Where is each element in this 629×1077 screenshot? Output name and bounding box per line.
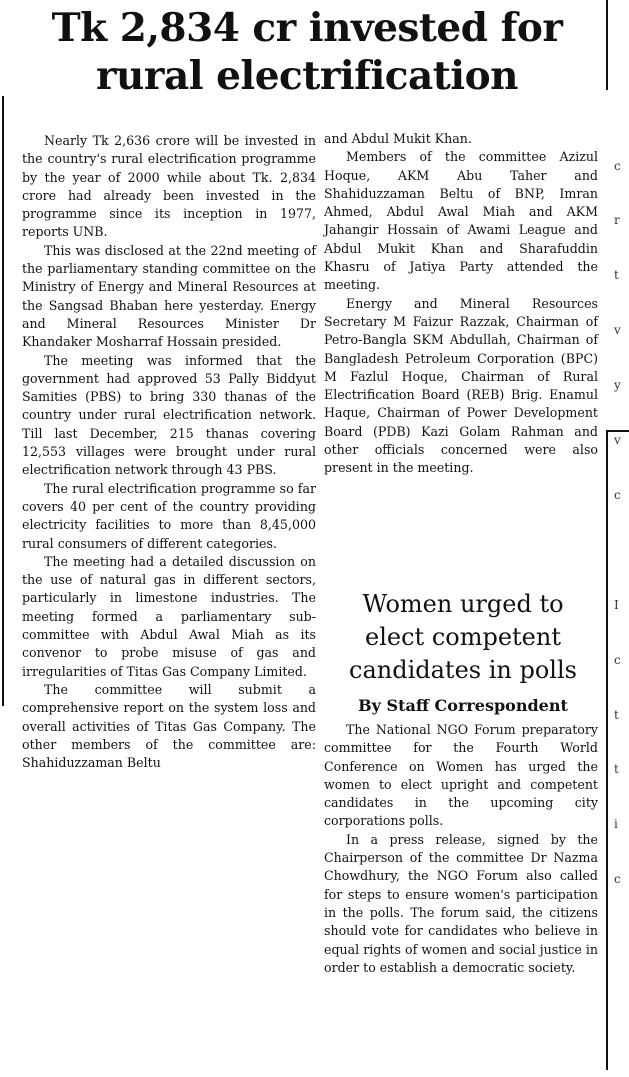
- edge-fragment: t: [614, 762, 619, 777]
- article-paragraph: Members of the committee Azizul Hoque, AKM Abu Taher and Shahiduzzaman Beltu of BNP, Imran Ahmed, Abdul Awal Miah and AKM Jahangir Hossain of Awami League and Abdul Mukit Khan and Sharafuddin Khasru of Jatiya Party attended the meeting.: [324, 149, 598, 293]
- sub-article-body: [324, 721, 598, 977]
- article-right-column: [324, 130, 598, 478]
- sub-headline-line-1: Women urged to: [362, 590, 564, 618]
- edge-fragment: v: [614, 323, 621, 338]
- article-paragraph: This was disclosed at the 22nd meeting of the parliamentary standing committee on the Ministry of Energy and Mineral Resources at the Sangsad Bhaban here yesterday. Energy and Mineral Resources Minister Dr Khandaker Mosharraf Hossain presided.: [22, 242, 316, 350]
- headline-line-1: Tk 2,834 cr invested for: [51, 5, 563, 51]
- headline: [8, 4, 606, 100]
- edge-fragment: y: [614, 378, 621, 393]
- article-paragraph: The meeting had a detailed discussion on the use of natural gas in different sectors, particularly in limestone industries. The meeting formed a parliamentary sub-committee with Abdul Awal Miah as its convenor to probe misuse of gas and irregularities of Titas Gas Company Limited.: [22, 553, 316, 679]
- edge-fragment: t: [614, 707, 619, 722]
- sub-article-paragraph: The National NGO Forum preparatory committee for the Fourth World Conference on Women has urged the women to elect upright and competent candidates in the upcoming city corporations polls.: [324, 722, 598, 829]
- article-paragraph: The committee will submit a comprehensive report on the system loss and overall activities of Titas Gas Company. The other members of the committee are: Shahiduzzaman Beltu: [22, 681, 316, 771]
- headline-line-2: rural electrification: [96, 53, 518, 99]
- article-paragraph: The meeting was informed that the government had approved 53 Pally Biddyut Samities (PBS) to bring 330 thanas of the country under rural electrification network. Till last December, 215 thanas covering 12,553 villages were brought under rural electrification network through 43 PBS.: [22, 352, 316, 478]
- adjacent-column-fragments: [614, 120, 629, 907]
- edge-fragment: c: [614, 158, 621, 173]
- edge-fragment: c: [614, 652, 621, 667]
- edge-fragment: i: [614, 817, 618, 832]
- column-rule-right-bottom: [606, 430, 608, 1070]
- article-paragraph: Nearly Tk 2,636 crore will be invested in the country's rural electrification programme by the year of 2000 while about Tk. 2,834 crore had already been invested in the programme since its inception in 1977, reports UNB.: [22, 133, 316, 240]
- edge-fragment: r: [614, 213, 620, 228]
- edge-fragment: I: [614, 597, 619, 612]
- edge-fragment: t: [614, 268, 619, 283]
- edge-fragment: c: [614, 872, 621, 887]
- column-rule-right-top: [606, 0, 608, 90]
- article-left-column: [22, 132, 316, 772]
- sub-article: [324, 588, 602, 977]
- sub-headline-line-3: candidates in polls: [349, 656, 577, 684]
- article-paragraph: and Abdul Mukit Khan.: [324, 131, 472, 146]
- edge-fragment: v: [614, 433, 621, 448]
- sub-article-paragraph: In a press release, signed by the Chairperson of the committee Dr Nazma Chowdhury, the NGO Forum also called for steps to ensure women's participation in the polls. The forum said, the citizens should vote for candidates who believe in equal rights of women and social justice in order to establish a democratic society.: [324, 831, 598, 975]
- article-paragraph: The rural electrification programme so far covers 40 per cent of the country providing electricity facilities to more than 8,45,000 rural consumers of different categories.: [22, 480, 316, 551]
- article-paragraph: Energy and Mineral Resources Secretary M Faizur Razzak, Chairman of Petro-Bangla SKM Abdullah, Chairman of Bangladesh Petroleum Corporation (BPC) M Fazlul Hoque, Chairman of Rural Electrification Board (REB) Brig. Enamul Haque, Chairman of Power Development Board (PDB) Kazi Golam Rahman and other officials concerned were also present in the meeting.: [324, 295, 598, 476]
- edge-fragment: c: [614, 487, 621, 502]
- byline: By Staff Correspondent: [358, 696, 568, 715]
- sub-headline: [324, 588, 602, 687]
- column-rule-left: [2, 96, 12, 706]
- sub-headline-line-2: elect competent: [365, 623, 561, 651]
